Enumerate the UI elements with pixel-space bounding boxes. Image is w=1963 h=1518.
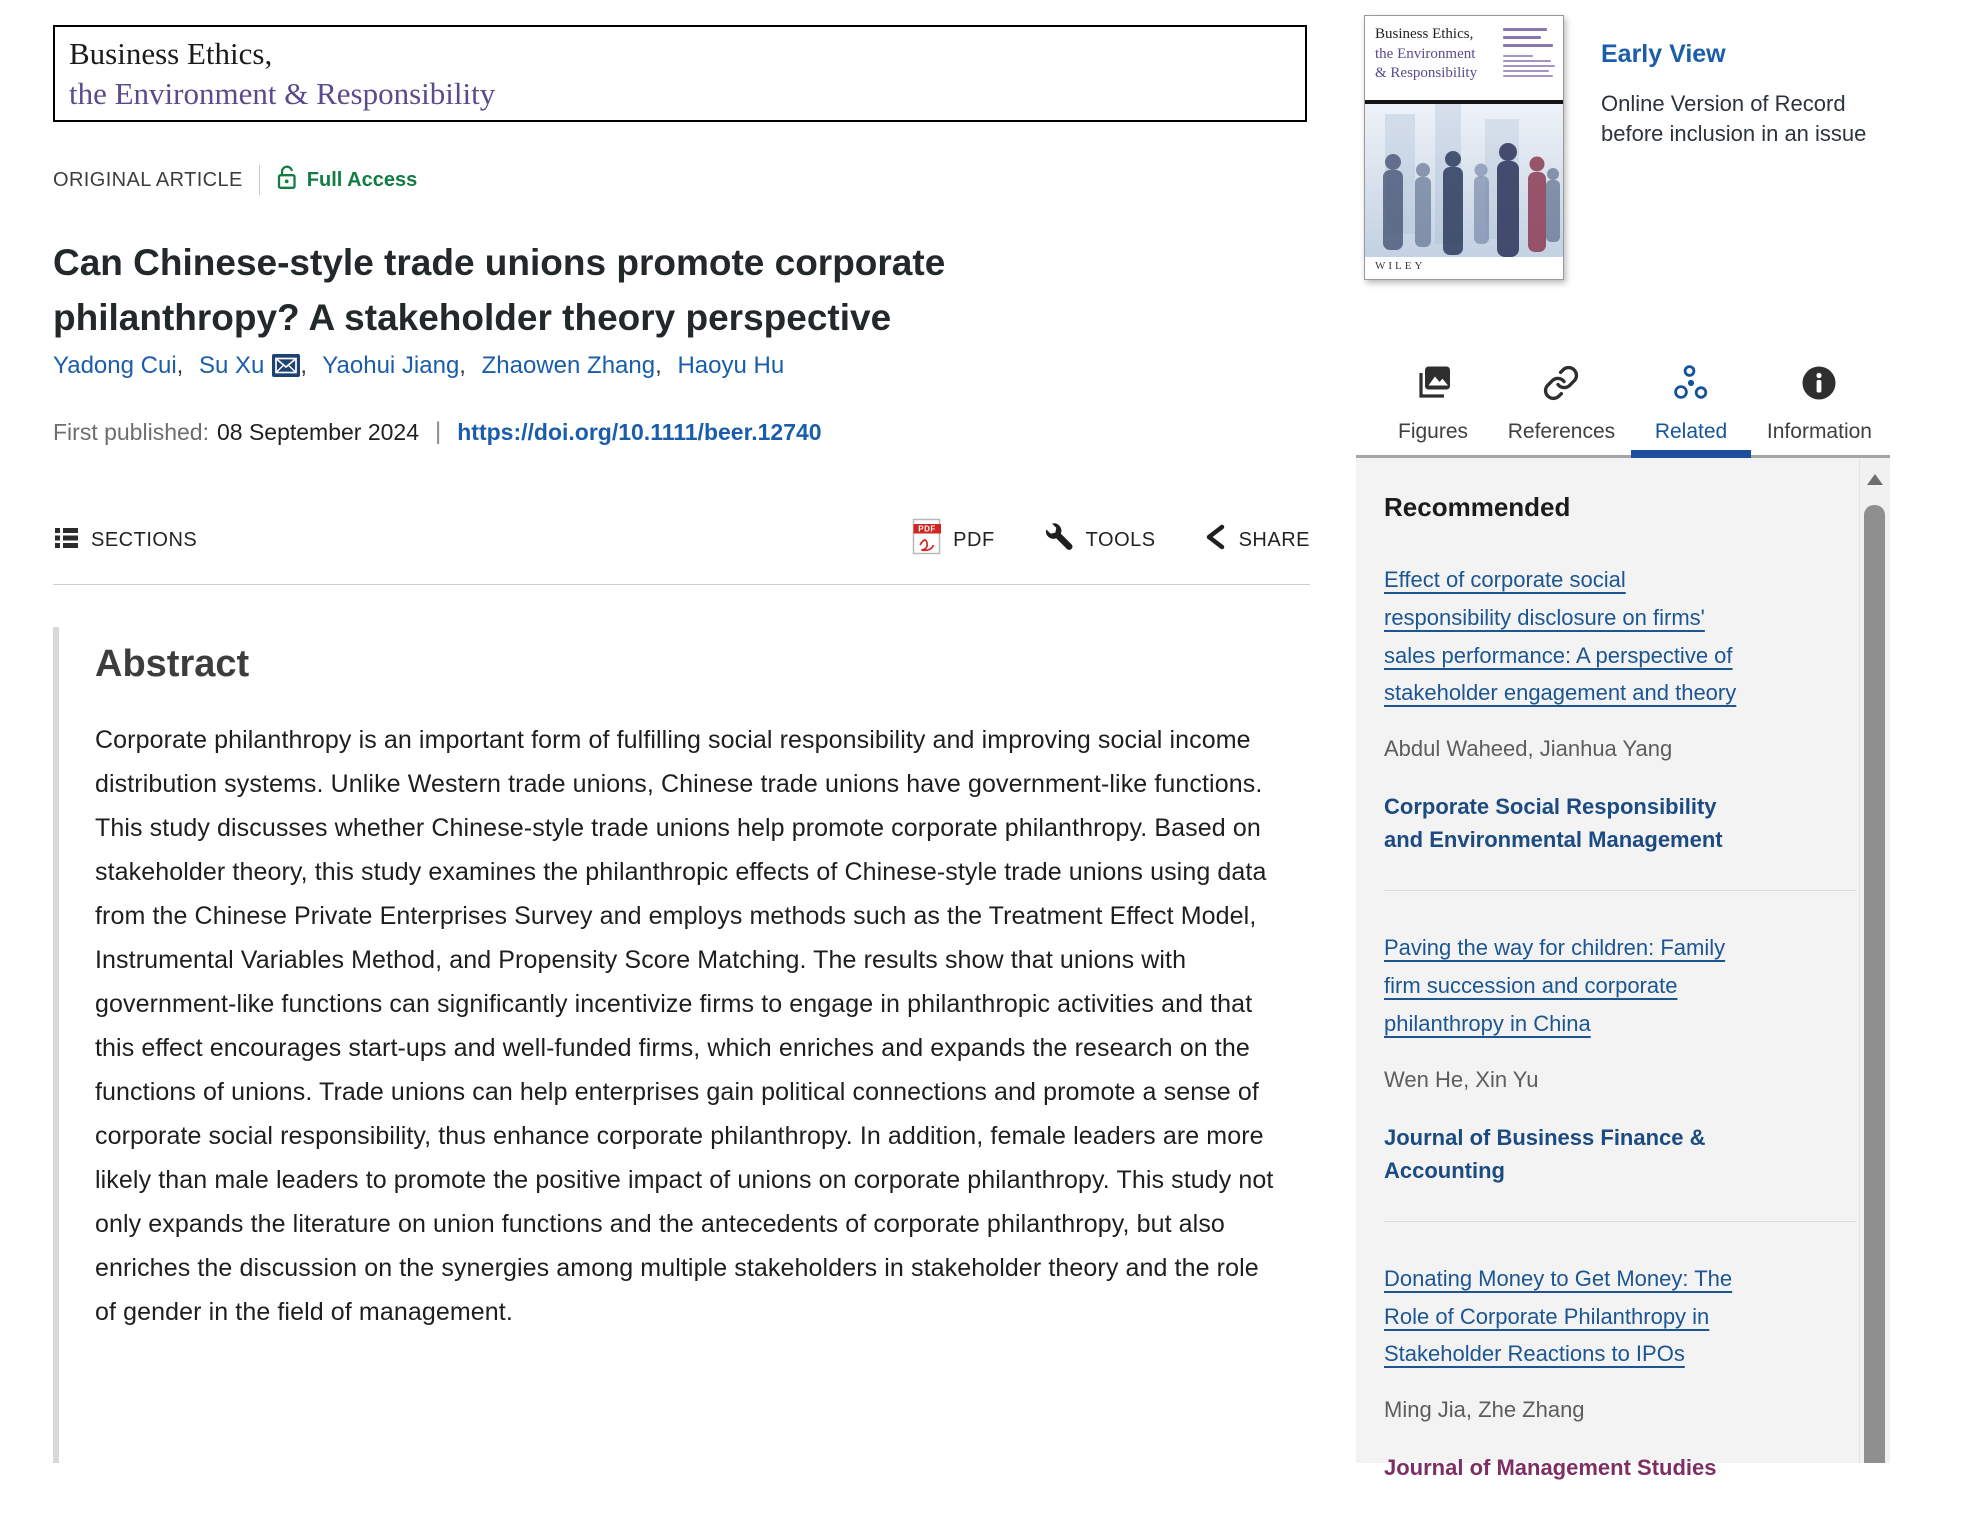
abstract-heading: Abstract xyxy=(95,643,250,685)
tools-label: TOOLS xyxy=(1085,528,1156,551)
early-view-link[interactable]: Early View xyxy=(1601,40,1726,68)
sections-icon xyxy=(53,524,80,557)
recommended-article-link[interactable]: Donating Money to Get Money: The Role of Corporate Philanthropy in Stakeholder Reactions to IPOs xyxy=(1384,1265,1733,1367)
pdf-icon xyxy=(912,518,942,562)
tab-information-label: Information xyxy=(1766,420,1872,443)
doi-link[interactable]: https://doi.org/10.1111/beer.12740 xyxy=(457,418,822,445)
tab-related-label: Related xyxy=(1654,420,1728,443)
related-icon xyxy=(1672,364,1710,407)
recommended-item xyxy=(1384,1222,1856,1518)
author-link[interactable]: Su Xu xyxy=(199,352,265,379)
recommended-item xyxy=(1384,891,1856,1221)
recommended-heading: Recommended xyxy=(1384,492,1571,522)
sections-label: SECTIONS xyxy=(91,528,198,551)
abstract-text: Corporate philanthropy is an important form of fulfilling social responsibility and improving social income distribution systems. Unlike Western trade unions, Chinese trade unions have government-like functions. This study discusses whether Chinese-style trade unions help promote corporate philanthropy. Based on stakeholder theory, this study examines the philanthropic effects of Chinese-style trade unions using data from the Chinese Private Enterprises Survey and employs methods such as the Treatment Effect Model, Instrumental Variables Method, and Propensity Score Matching. The results show that unions with government-like functions can significantly incentivize firms to engage in philanthropic activities and that this effect encourages start-ups and well-funded firms, which enriches and expands the research on the functions of unions. Trade unions can help enterprises gain political connections and promote a sense of corporate social responsibility, thus enhance corporate philanthropy. In addition, female leaders are more likely than male leaders to promote the positive impact of unions on corporate philanthropy. This study not only expands the literature on union functions and the antecedents of corporate philanthropy, but also enriches the discussion on the synergies among multiple stakeholders in stakeholder theory and the role of gender in the field of management. xyxy=(95,726,1274,1326)
early-view-description xyxy=(1601,89,1941,150)
recommended-article-authors[interactable]: Ming Jia, Zhe Zhang xyxy=(1384,1397,1585,1423)
recommended-article-link[interactable]: Paving the way for children: Family firm succession and corporate philanthropy in China xyxy=(1384,935,1726,1036)
journal-cover-thumbnail[interactable] xyxy=(1364,15,1564,280)
pdf-icon-text: PDF xyxy=(918,524,936,534)
wrench-icon xyxy=(1043,521,1075,559)
article-title: Can Chinese-style trade unions promote corporate philanthropy? A stakeholder theory perspective xyxy=(53,241,946,339)
author-list xyxy=(53,352,784,384)
share-icon xyxy=(1204,523,1228,557)
tab-information[interactable] xyxy=(1767,360,1872,455)
author-separator: , xyxy=(176,352,184,379)
recommended-article-journal[interactable]: Corporate Social Responsibility and Environmental Management xyxy=(1384,794,1723,853)
article-toolbar xyxy=(53,516,1310,564)
panel-scrollbar[interactable] xyxy=(1859,458,1890,1463)
abstract-section xyxy=(53,627,1310,1463)
sidebar-tabs xyxy=(1356,356,1890,458)
information-icon xyxy=(1800,364,1838,407)
tab-references[interactable] xyxy=(1508,360,1615,455)
author-separator: , xyxy=(459,352,466,379)
recommended-article-journal[interactable]: Journal of Management Studies xyxy=(1384,1455,1717,1481)
references-icon xyxy=(1542,364,1580,407)
early-view-desc-line1: Online Version of Record xyxy=(1601,91,1846,116)
author-link[interactable]: Yadong Cui xyxy=(53,352,177,379)
author-separator: , xyxy=(300,352,308,379)
recommended-article-authors[interactable]: Abdul Waheed, Jianhua Yang xyxy=(1384,736,1673,762)
journal-banner-line2: the Environment & Responsibility xyxy=(69,75,496,111)
scroll-up-arrow-icon[interactable] xyxy=(1867,474,1883,485)
sections-button[interactable] xyxy=(53,524,197,557)
pdf-button[interactable] xyxy=(912,518,995,562)
tab-figures[interactable] xyxy=(1398,360,1468,455)
recommended-item xyxy=(1384,523,1856,891)
article-category: ORIGINAL ARTICLE xyxy=(53,168,243,191)
author-link[interactable]: Zhaowen Zhang xyxy=(481,352,656,379)
early-view-desc-line2: before inclusion in an issue xyxy=(1601,121,1867,147)
divider xyxy=(53,584,1310,585)
envelope-icon[interactable] xyxy=(272,354,300,384)
author-separator: , xyxy=(655,352,662,379)
tab-references-label: References xyxy=(1507,420,1616,443)
cover-title-line3: & Responsibility xyxy=(1375,65,1478,81)
share-label: SHARE xyxy=(1238,528,1310,551)
cover-issue-info xyxy=(1503,28,1555,80)
related-panel xyxy=(1356,458,1890,1481)
share-button[interactable] xyxy=(1204,523,1310,557)
tools-button[interactable] xyxy=(1043,521,1156,559)
toolbar-actions xyxy=(912,518,1310,562)
author-link[interactable]: Yaohui Jiang xyxy=(322,352,460,379)
scrollbar-thumb[interactable] xyxy=(1864,505,1885,1463)
pdf-label: PDF xyxy=(953,528,995,551)
open-lock-icon xyxy=(276,164,298,197)
tab-related[interactable] xyxy=(1655,360,1727,455)
cover-publisher: WILEY xyxy=(1375,260,1426,272)
divider xyxy=(259,165,260,195)
divider: | xyxy=(435,418,442,445)
published-label: First published: xyxy=(53,418,209,445)
cover-title-line2: the Environment xyxy=(1375,45,1476,62)
recommended-article-authors[interactable]: Wen He, Xin Yu xyxy=(1384,1066,1539,1092)
published-row xyxy=(53,418,822,446)
cover-title-line1: Business Ethics, xyxy=(1375,26,1474,42)
access-label: Full Access xyxy=(306,168,418,191)
journal-banner[interactable] xyxy=(53,25,1307,122)
recommended-section xyxy=(1356,458,1890,1518)
journal-banner-line1: Business Ethics, xyxy=(69,36,273,71)
access-badge xyxy=(276,164,417,197)
recommended-article-link[interactable]: Effect of corporate social responsibility disclosure on firms' sales performance: A perspective of stakeholder engagement and theory xyxy=(1384,567,1737,706)
early-view-block xyxy=(1601,40,1941,150)
tab-figures-label: Figures xyxy=(1398,420,1469,443)
article-meta-row xyxy=(53,163,417,197)
recommended-article-journal[interactable]: Journal of Business Finance & Accounting xyxy=(1384,1124,1706,1183)
author-link[interactable]: Haoyu Hu xyxy=(677,352,785,379)
cover-header xyxy=(1365,16,1563,100)
cover-image xyxy=(1365,104,1563,257)
figures-icon xyxy=(1414,364,1452,407)
published-date: 08 September 2024 xyxy=(216,418,420,445)
